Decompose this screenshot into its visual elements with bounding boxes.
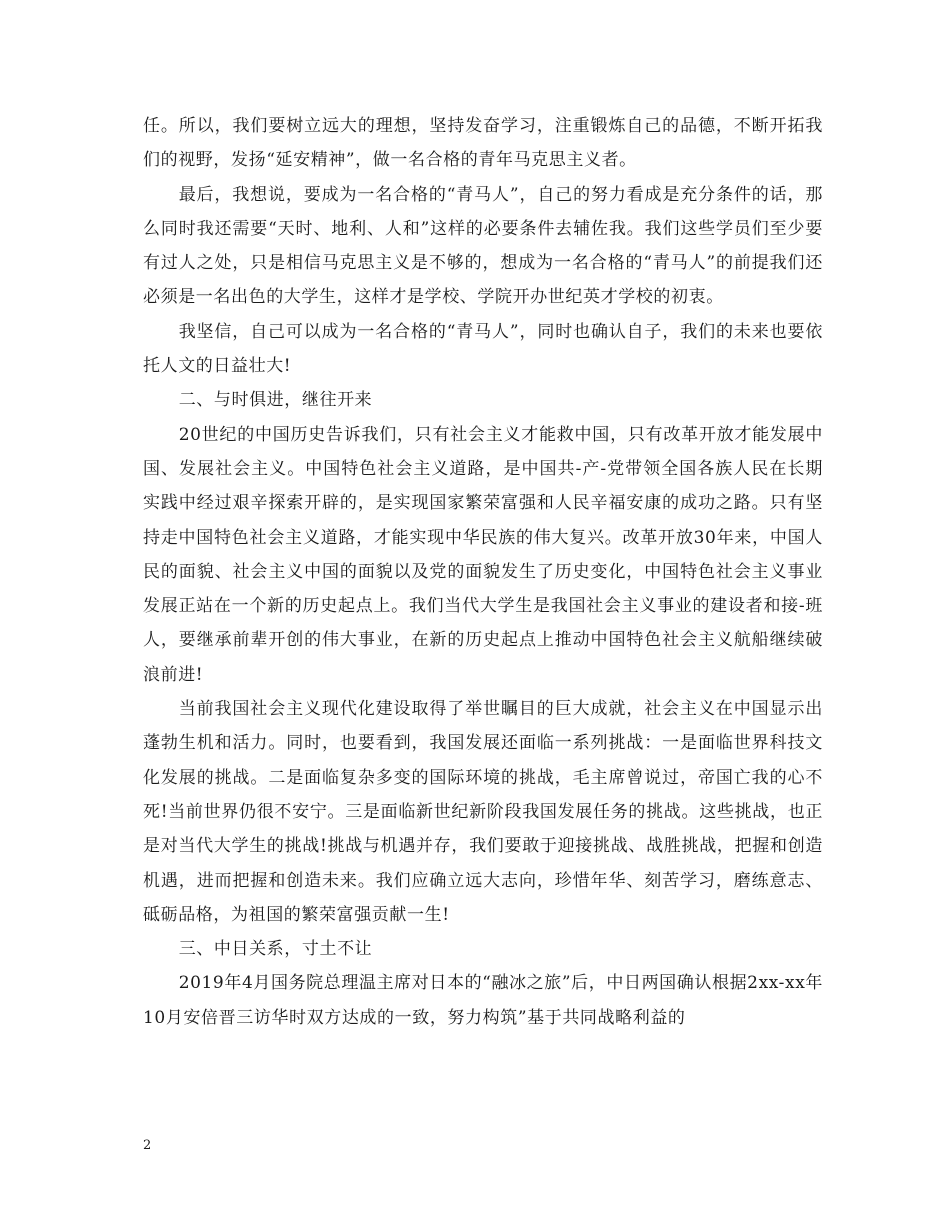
section-heading-3: 三、中日关系，寸土不让 [178, 939, 373, 960]
paragraph-1: 任。所以，我们要树立远大的理想，坚持发奋学习，注重锻炼自己的品德，不断开拓我们的视野，发扬“延安精神”，做一名合格的青年马克思主义者。 [143, 116, 823, 171]
paragraph-6: 2019年4月国务院总理温主席对日本的“融冰之旅”后，中日两国确认根据2xx-xx年10月安倍晋三访华时双方达成的一致，努力构筑”基于共同战略利益的 [143, 973, 823, 1028]
paragraph-5: 当前我国社会主义现代化建设取得了举世瞩目的巨大成就，社会主义在中国显示出蓬勃生机和活力。同时，也要看到，我国发展还面临一系列挑战：一是面临世界科技文化发展的挑战。二是面临复杂多变的国际环境的挑战，毛主席曾说过，帝国亡我的心不死!当前世界仍很不安宁。三是面临新世纪新阶段我国发展任务的挑战。这些挑战，也正是对当代大学生的挑战!挑战与机遇并存，我们要敢于迎接挑战、战胜挑战，把握和创造机遇，进而把握和创造未来。我们应确立远大志向，珍惜年华、刻苦学习，磨练意志、砥砺品格，为祖国的繁荣富强贡献一生! [143, 699, 823, 925]
page-number: 2 [143, 1138, 152, 1153]
section-heading-2: 二、与时俱进，继往开来 [178, 390, 373, 411]
paragraph-3: 我坚信，自己可以成为一名合格的“青马人”，同时也确认自子，我们的未来也要依托人文的日益壮大! [143, 321, 823, 377]
document-body [143, 109, 823, 1035]
paragraph-2: 最后，我想说，要成为一名合格的“青马人”，自己的努力看成是充分条件的话，那么同时我还需要“天时、地利、人和”这样的必要条件去辅佐我。我们这些学员们至少要有过人之处，只是相信马克思主义是不够的，想成为一名合格的“青马人”的前提我们还必须是一名出色的大学生，这样才是学校、学院开办世纪英才学校的初衷。 [143, 184, 823, 308]
paragraph-4: 20世纪的中国历史告诉我们，只有社会主义才能救中国，只有改革开放才能发展中国、发展社会主义。中国特色社会主义道路，是中国共-产-党带领全国各族人民在长期实践中经过艰辛探索开辟的，是实现国家繁荣富强和人民辛福安康的成功之路。只有坚持走中国特色社会主义道路，才能实现中华民族的伟大复兴。改革开放30年来，中国人民的面貌、社会主义中国的面貌以及党的面貌发生了历史变化，中国特色社会主义事业发展正站在一个新的历史起点上。我们当代大学生是我国社会主义事业的建设者和接-班人，要继承前辈开创的伟大事业，在新的历史起点上推动中国特色社会主义航船继续破浪前进! [143, 424, 823, 685]
